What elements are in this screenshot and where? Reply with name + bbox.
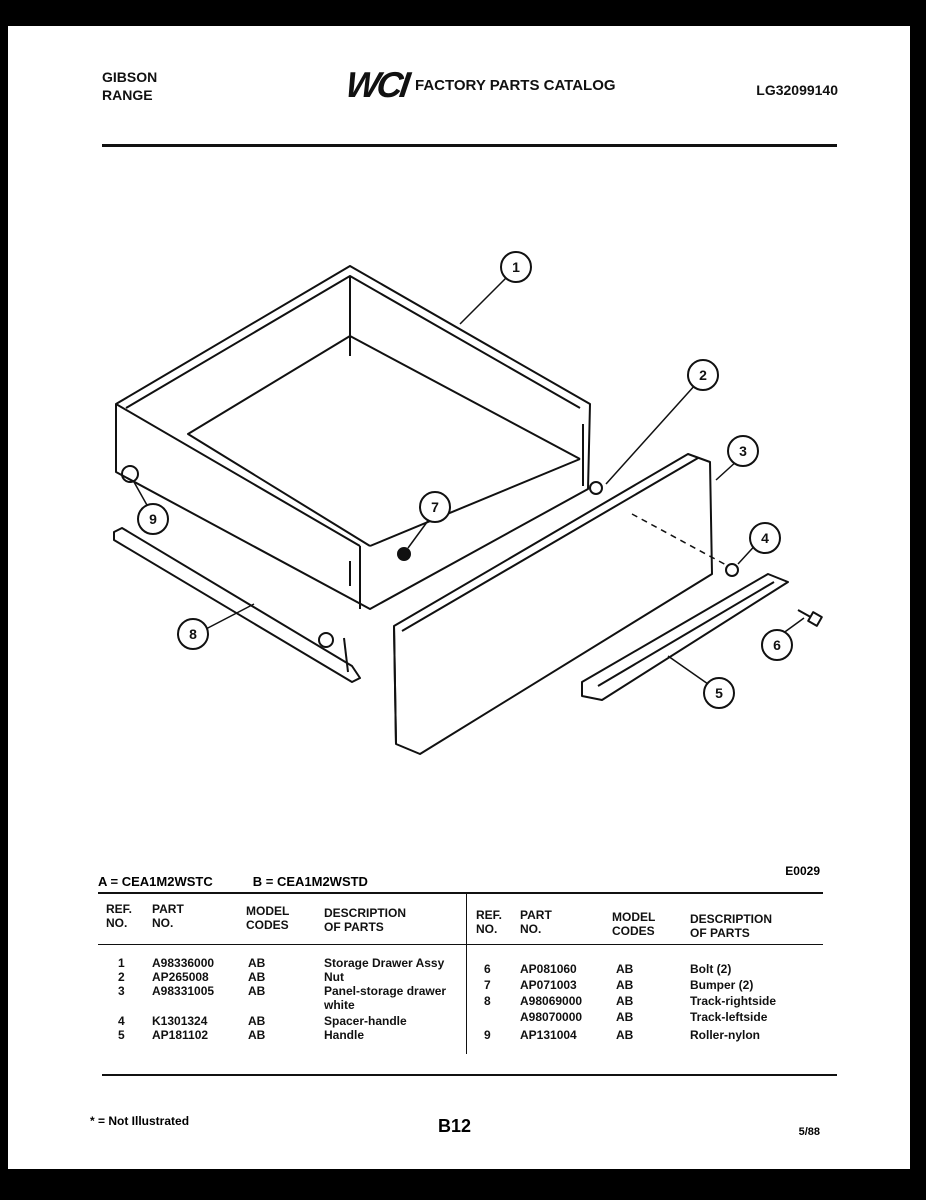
part-no: K1301324 [152, 1014, 208, 1028]
part-description: Handle [324, 1028, 365, 1042]
callout-label-2: 2 [699, 367, 707, 383]
part-no: AP081060 [520, 962, 577, 976]
brand-line-2: RANGE [102, 87, 153, 103]
model-codes: AB [248, 956, 266, 970]
part-no: AP131004 [520, 1028, 577, 1042]
header-model-line1: MODEL [612, 910, 656, 924]
document-id: LG32099140 [756, 82, 838, 98]
header-model [246, 904, 289, 932]
ref-no: 8 [484, 994, 491, 1008]
header-ref-line1: REF. [106, 902, 133, 916]
header-part-line2: NO. [520, 922, 542, 936]
header-part-line1: PART [520, 908, 552, 922]
header-model-line2: CODES [612, 924, 655, 938]
callout-label-4: 4 [761, 530, 769, 546]
table-bottom-border [102, 1074, 837, 1076]
page-number: B12 [438, 1116, 472, 1136]
bolt-part [798, 610, 822, 626]
header-part [152, 902, 184, 930]
callout-label-9: 9 [149, 511, 157, 527]
model-codes: AB [616, 962, 634, 976]
part-description: Bolt (2) [690, 962, 732, 976]
header-model [612, 910, 655, 938]
part-description: Track-leftside [690, 1010, 768, 1024]
model-a: A = CEA1M2WSTC [98, 874, 213, 889]
header-ref-line2: NO. [476, 922, 498, 936]
table-top-border [98, 892, 823, 894]
callout-label-7: 7 [431, 499, 439, 515]
part-no: AP181102 [152, 1028, 209, 1042]
header-ref [106, 902, 132, 930]
ref-no: 4 [118, 1014, 125, 1028]
header-desc [324, 906, 406, 934]
model-codes: AB [616, 1010, 634, 1024]
ref-no: 1 [118, 956, 125, 970]
part-description: white [324, 998, 355, 1012]
header-ref [476, 908, 502, 936]
header-model-line1: MODEL [246, 904, 290, 918]
part-no: AP265008 [152, 970, 209, 984]
bumper-part [398, 548, 410, 560]
catalog-date: 5/88 [798, 1126, 820, 1138]
part-no: A98070000 [520, 1010, 583, 1024]
header-ref-line1: REF. [476, 908, 503, 922]
spacer-part [726, 564, 738, 576]
ref-no: 6 [484, 962, 491, 976]
header-model-line2: CODES [246, 918, 289, 932]
header-desc-line1: DESCRIPTION [324, 906, 407, 920]
ref-no: 2 [118, 970, 125, 984]
header-desc-line2: OF PARTS [690, 926, 750, 940]
callout-label-8: 8 [189, 626, 197, 642]
part-description: Nut [324, 970, 344, 984]
callout-label-3: 3 [739, 443, 747, 459]
catalog-title-text: FACTORY PARTS CATALOG [414, 76, 616, 94]
part-no: A98069000 [520, 994, 583, 1008]
header-desc [690, 912, 772, 940]
header-ref-line2: NO. [106, 916, 128, 930]
wci-logo: WCI [343, 64, 410, 105]
header-part-line1: PART [152, 902, 184, 916]
model-codes: AB [616, 978, 634, 992]
part-description: Storage Drawer Assy [324, 956, 445, 970]
model-codes: AB [248, 1028, 266, 1042]
part-no: AP071003 [520, 978, 577, 992]
ref-no: 7 [484, 978, 491, 992]
header-desc-line2: OF PARTS [324, 920, 384, 934]
model-codes: AB [248, 1014, 266, 1028]
model-legend [98, 874, 368, 889]
footnote: * = Not Illustrated [90, 1114, 190, 1128]
ref-no: 9 [484, 1028, 491, 1042]
model-codes: AB [248, 970, 266, 984]
part-description: Track-rightside [690, 994, 777, 1008]
table-column-divider [466, 894, 467, 1054]
catalog-page [8, 26, 910, 1169]
callout-label-6: 6 [773, 637, 781, 653]
header-part-line2: NO. [152, 916, 174, 930]
nut-part [590, 482, 602, 494]
ref-no: 3 [118, 984, 125, 998]
model-codes: AB [616, 994, 634, 1008]
brand-line-1: GIBSON [102, 69, 158, 85]
ref-no: 5 [118, 1028, 125, 1042]
figure-code: E0029 [785, 864, 820, 878]
part-description: Spacer-handle [324, 1014, 407, 1028]
model-codes: AB [248, 984, 266, 998]
table-header-border [98, 944, 823, 945]
exploded-parts-diagram [8, 26, 910, 866]
callout-label-5: 5 [715, 685, 723, 701]
part-no: A98336000 [152, 956, 215, 970]
part-description: Panel-storage drawer [324, 984, 447, 998]
callout-label-1: 1 [512, 259, 520, 275]
header-desc-line1: DESCRIPTION [690, 912, 773, 926]
part-description: Roller-nylon [690, 1028, 761, 1042]
header-part [520, 908, 552, 936]
part-description: Bumper (2) [690, 978, 754, 992]
model-codes: AB [616, 1028, 634, 1042]
model-b: B = CEA1M2WSTD [252, 874, 368, 889]
part-no: A98331005 [152, 984, 215, 998]
